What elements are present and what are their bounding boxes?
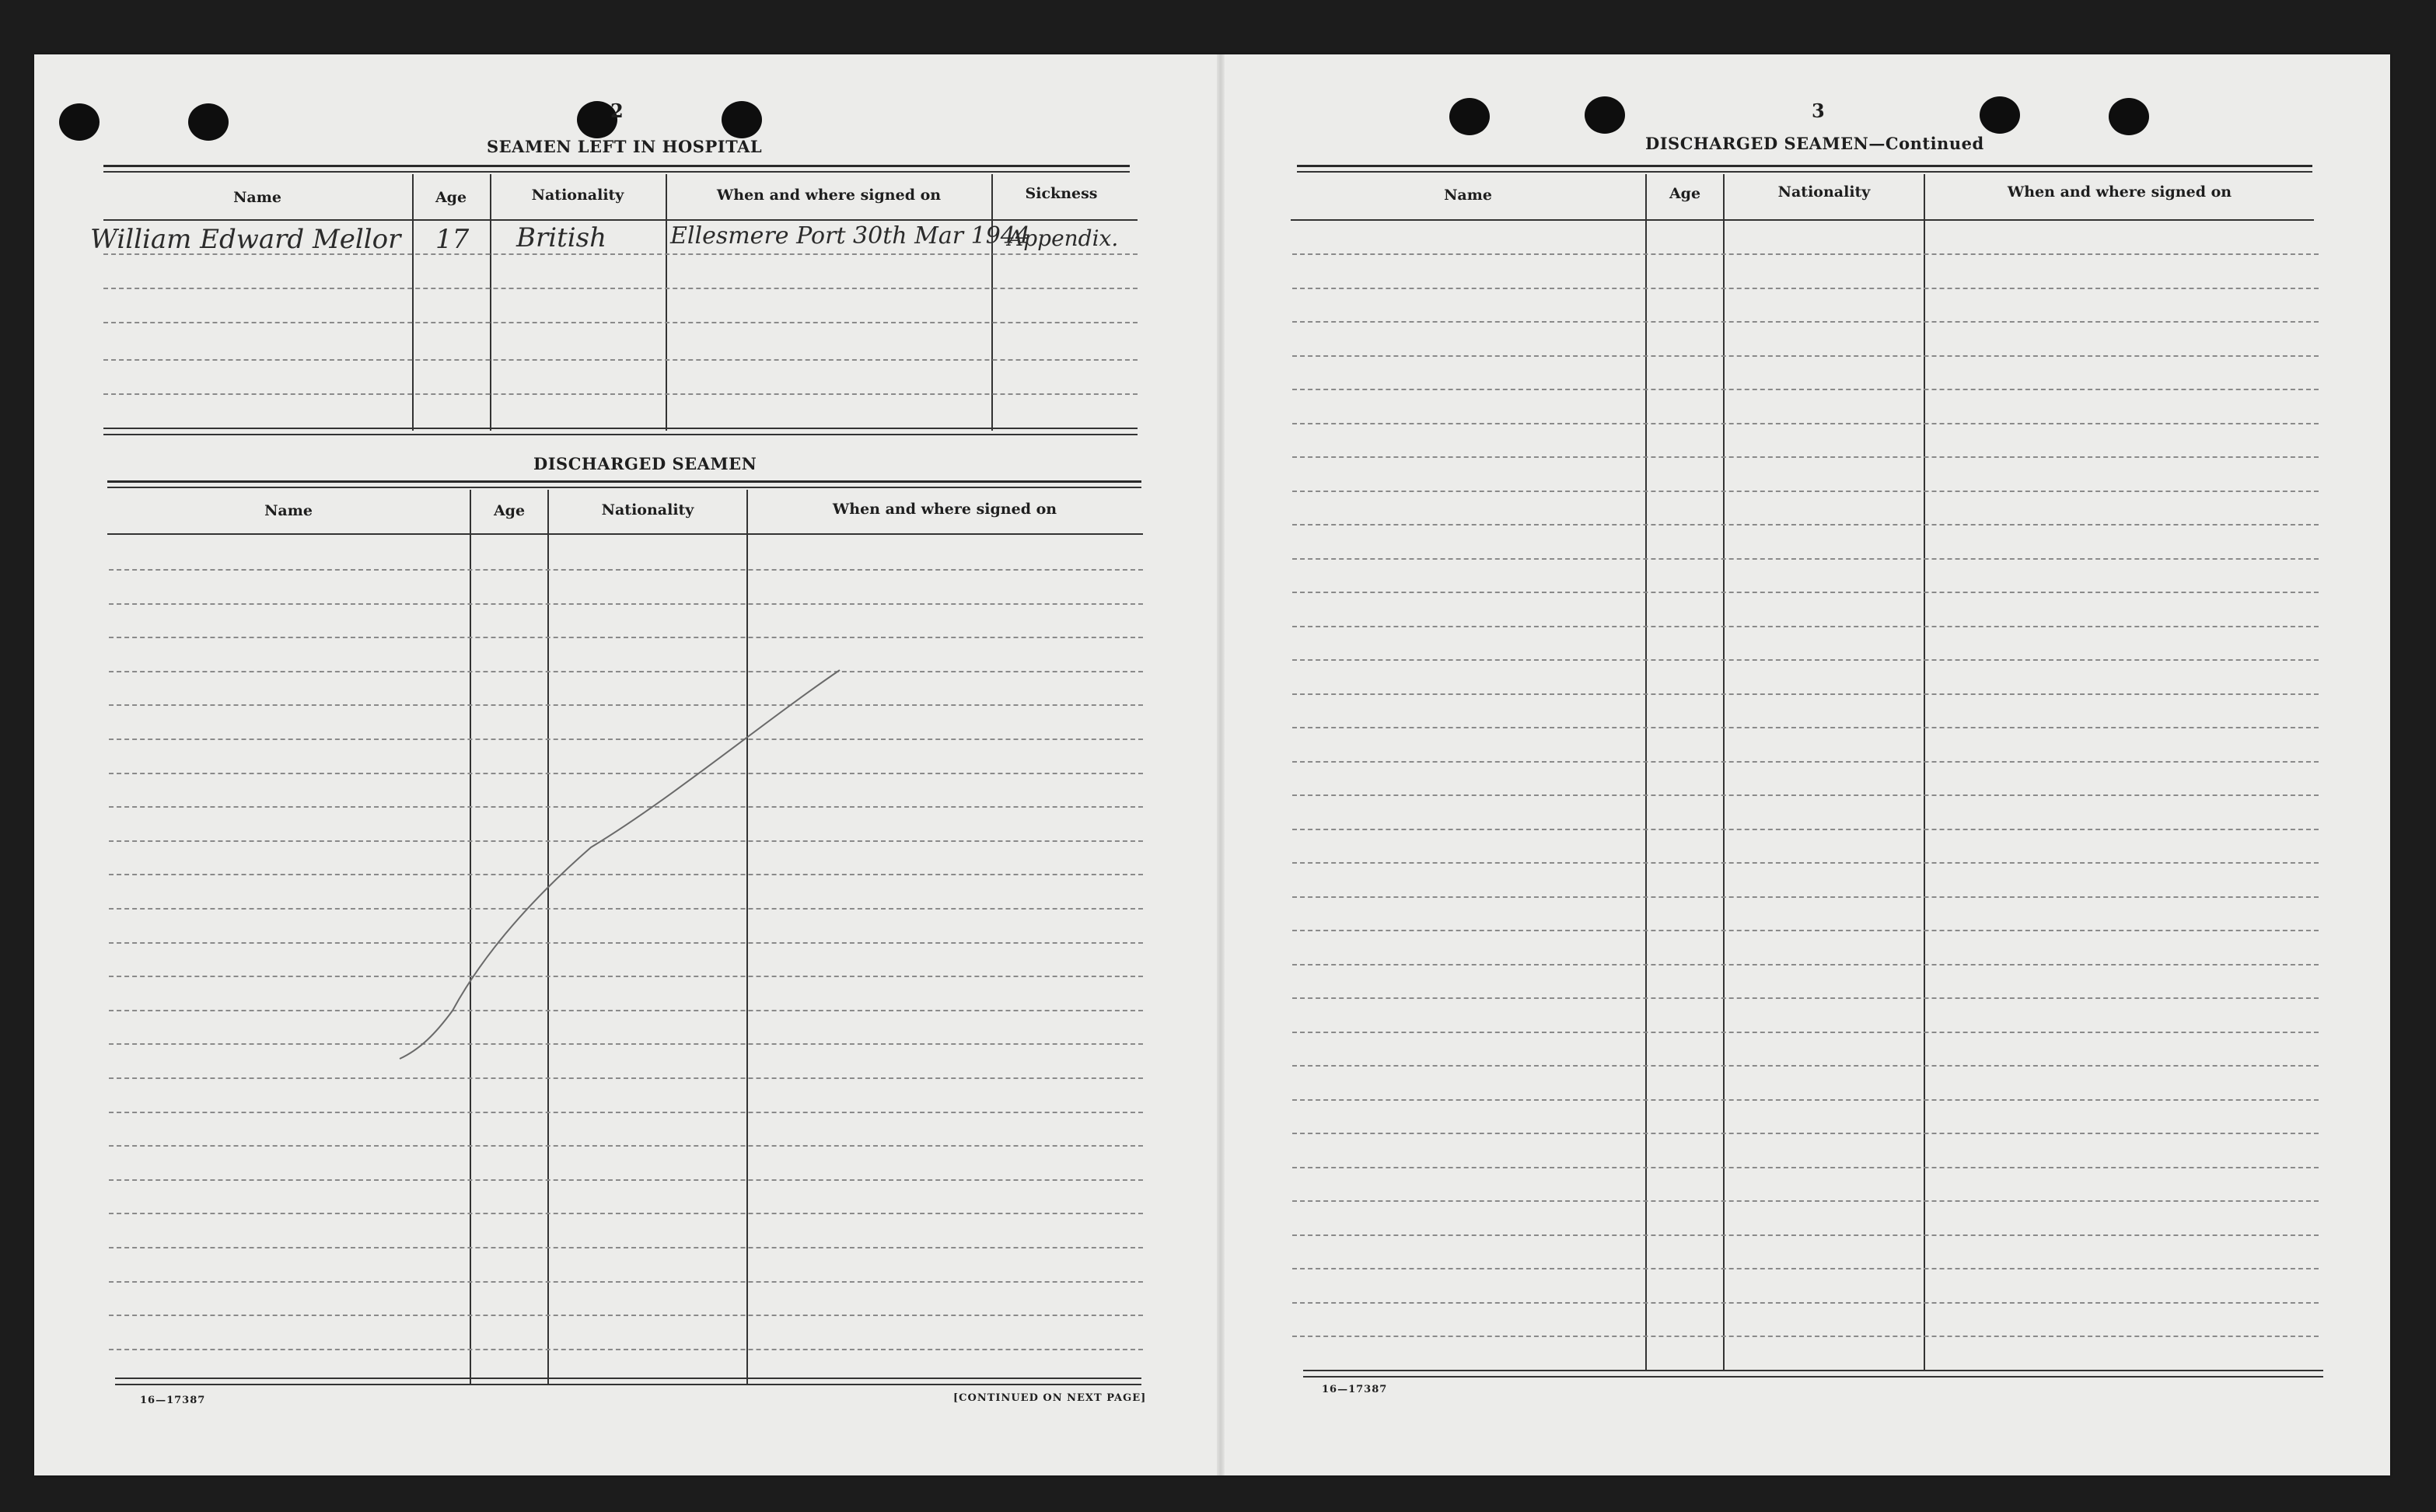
table-row: [1292, 896, 2319, 898]
table-row: [1292, 491, 2319, 492]
cell-nationality: British: [516, 222, 606, 253]
continued-note: [CONTINUED ON NEXT PAGE]: [953, 1392, 1147, 1404]
cell-age: 17: [435, 224, 470, 255]
header-name: Name: [1444, 187, 1492, 204]
table-row: [1292, 1032, 2319, 1033]
table-row: [1292, 423, 2319, 424]
table-row: [1292, 592, 2319, 593]
table-row: [1292, 794, 2319, 796]
title-main: DISCHARGED SEAMEN: [1645, 134, 1869, 153]
header-age: Age: [493, 502, 526, 519]
table-row: [1292, 1167, 2319, 1168]
table-row: [1292, 1336, 2319, 1337]
table-row: [1292, 389, 2319, 390]
header-sickness: Sickness: [1025, 185, 1098, 202]
header-nationality: Nationality: [531, 187, 624, 204]
cell-sickness: Appendix.: [1008, 225, 1119, 251]
header-nationality: Nationality: [601, 501, 694, 519]
table-row: [1292, 321, 2319, 323]
header-signed-on: When and where signed on: [716, 187, 942, 204]
discharged-continued-title: [1645, 134, 1984, 153]
page-number: 2: [610, 100, 624, 122]
table-row: [1292, 862, 2319, 864]
table-row: [1292, 930, 2319, 931]
table-row: [1292, 1268, 2319, 1269]
form-number: 16—17387: [140, 1395, 206, 1406]
hospital-table-title: SEAMEN LEFT IN HOSPITAL: [487, 137, 763, 156]
table-row: [1292, 558, 2319, 560]
table-row: [1292, 1234, 2319, 1236]
table-row: [1292, 1302, 2319, 1304]
header-nationality: Nationality: [1777, 183, 1871, 201]
cell-signed-on: Ellesmere Port 30th Mar 1944: [670, 222, 1030, 250]
table-row: [1292, 761, 2319, 763]
header-name: Name: [264, 502, 313, 519]
table-row: [1292, 964, 2319, 966]
table-row: [1292, 1200, 2319, 1202]
table-row: [1292, 524, 2319, 526]
header-age: Age: [1669, 185, 1701, 202]
table-row: [1292, 355, 2319, 357]
form-number: 16—17387: [1322, 1384, 1388, 1395]
table-row: [1292, 727, 2319, 728]
cell-name: William Edward Mellor: [90, 224, 401, 255]
table-row: [1292, 659, 2319, 661]
table-row: [1292, 626, 2319, 627]
title-suffix: —Continued: [1868, 134, 1984, 153]
table-row: [1292, 997, 2319, 999]
table-row: [1292, 288, 2319, 289]
header-signed-on: When and where signed on: [2007, 183, 2232, 201]
table-row: [1292, 829, 2319, 830]
discharged-table-title: DISCHARGED SEAMEN: [533, 454, 757, 473]
table-row: [1292, 1065, 2319, 1067]
header-age: Age: [435, 189, 467, 206]
table-row: [1292, 1099, 2319, 1101]
table-row: [1292, 1133, 2319, 1134]
table-row: [1292, 253, 2319, 255]
header-signed-on: When and where signed on: [832, 501, 1057, 518]
page-number: 3: [1812, 100, 1825, 122]
table-row: [1292, 456, 2319, 458]
header-name: Name: [233, 189, 281, 206]
table-row: [1292, 693, 2319, 695]
